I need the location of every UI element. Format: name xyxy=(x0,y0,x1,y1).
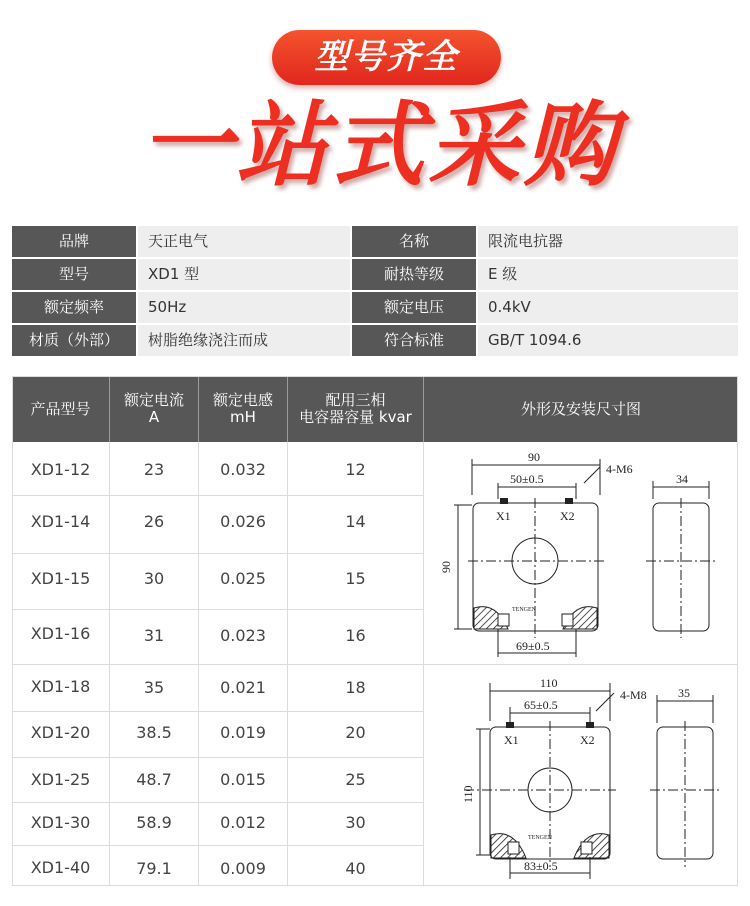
header-inductance xyxy=(199,376,287,442)
row-divider xyxy=(12,845,423,846)
logo-text: TENGEN xyxy=(512,607,536,613)
dim-depth: 34 xyxy=(676,472,688,486)
cell-model: XD1-16 xyxy=(30,624,91,643)
dim-width: 90 xyxy=(528,450,540,464)
dim-height: 110 xyxy=(461,785,475,803)
cell-inductance: 0.025 xyxy=(220,569,266,588)
terminal-label: X2 xyxy=(580,733,595,747)
cell-model: XD1-15 xyxy=(30,569,91,588)
cell-inductance: 0.021 xyxy=(220,678,266,697)
cell-capacity: 14 xyxy=(345,512,366,531)
spec-key: 符合标准 xyxy=(352,325,476,356)
spec-value: 天正电气 xyxy=(138,226,350,257)
dim-spacing: 50±0.5 xyxy=(510,472,544,486)
cell-capacity: 16 xyxy=(345,626,366,645)
cell-model: XD1-12 xyxy=(30,460,91,479)
header-capacitor xyxy=(288,376,423,442)
spec-value: 50Hz xyxy=(138,292,350,323)
header-current-label: 额定电流 xyxy=(123,391,184,409)
header-current-unit: A xyxy=(148,408,160,426)
cell-capacity: 25 xyxy=(345,770,366,789)
dim-holes: 4-M8 xyxy=(620,688,647,702)
cell-model: XD1-20 xyxy=(30,723,91,742)
cell-model: XD1-18 xyxy=(30,677,91,696)
cell-current: 79.1 xyxy=(136,859,172,878)
spec-key: 品牌 xyxy=(12,226,136,257)
header-drawing-label: 外形及安装尺寸图 xyxy=(520,399,641,418)
row-divider xyxy=(12,609,423,610)
terminal-label: X1 xyxy=(496,509,511,523)
model-table xyxy=(12,376,738,886)
headline: 一站式采购 xyxy=(139,92,620,199)
table-header xyxy=(12,376,738,442)
header-drawing xyxy=(424,376,738,442)
cell-capacity: 12 xyxy=(345,460,366,479)
cell-inductance: 0.023 xyxy=(220,626,266,645)
row-divider xyxy=(12,553,423,554)
spec-key: 名称 xyxy=(352,226,476,257)
dim-depth: 35 xyxy=(678,686,690,700)
header-badge xyxy=(272,30,501,85)
row-divider xyxy=(12,802,423,803)
header-capacitor-line1: 配用三相 xyxy=(325,391,386,409)
logo-text: TENGEN xyxy=(528,835,552,841)
cell-inductance: 0.032 xyxy=(220,460,266,479)
cell-model: XD1-30 xyxy=(30,813,91,832)
cell-current: 26 xyxy=(143,512,165,531)
cell-inductance: 0.009 xyxy=(220,859,266,878)
header-model-label: 产品型号 xyxy=(30,399,91,418)
spec-key: 耐热等级 xyxy=(352,259,476,290)
header-current xyxy=(110,376,198,442)
spec-value: XD1 型 xyxy=(138,259,350,290)
header-model xyxy=(12,376,109,442)
terminal-label: X2 xyxy=(560,509,575,523)
dimension-drawing-small xyxy=(424,443,738,664)
cell-model: XD1-40 xyxy=(30,858,91,877)
cell-inductance: 0.015 xyxy=(220,770,266,789)
row-divider xyxy=(12,495,423,496)
spec-value: 限流电抗器 xyxy=(478,226,738,257)
spec-value: 树脂绝缘浇注而成 xyxy=(138,325,350,356)
cell-capacity: 20 xyxy=(345,723,366,742)
header-inductance-label: 额定电感 xyxy=(212,391,273,409)
spec-row xyxy=(12,292,738,323)
cell-inductance: 0.026 xyxy=(220,512,266,531)
spec-key: 型号 xyxy=(12,259,136,290)
spec-value: E 级 xyxy=(478,259,738,290)
spec-row xyxy=(12,226,738,257)
spec-row xyxy=(12,325,738,356)
cell-current: 30 xyxy=(143,569,165,588)
header-badge-label: 型号齐全 xyxy=(314,37,459,77)
header-capacitor-line2: 电容器容量 kvar xyxy=(299,408,412,426)
spec-value: GB/T 1094.6 xyxy=(478,325,738,356)
cell-model: XD1-14 xyxy=(30,512,91,531)
dim-base: 83±0.5 xyxy=(524,859,558,873)
cell-capacity: 18 xyxy=(345,678,366,697)
cell-inductance: 0.012 xyxy=(220,813,266,832)
cell-model: XD1-25 xyxy=(30,770,91,789)
spec-row xyxy=(12,259,738,290)
dim-base: 69±0.5 xyxy=(516,639,550,653)
cell-capacity: 40 xyxy=(345,859,366,878)
cell-current: 38.5 xyxy=(136,723,172,742)
dim-height: 90 xyxy=(439,561,453,573)
row-divider xyxy=(12,757,423,758)
spec-value: 0.4kV xyxy=(478,292,738,323)
cell-inductance: 0.019 xyxy=(220,723,266,742)
dim-spacing: 65±0.5 xyxy=(524,698,558,712)
terminal-label: X1 xyxy=(504,733,519,747)
cell-current: 31 xyxy=(143,626,165,645)
spec-key: 额定频率 xyxy=(12,292,136,323)
cell-capacity: 15 xyxy=(345,569,366,588)
cell-current: 23 xyxy=(143,460,165,479)
cell-current: 58.9 xyxy=(136,813,172,832)
dim-holes: 4-M6 xyxy=(606,462,633,476)
dimension-drawing-large xyxy=(424,665,738,885)
spec-key: 额定电压 xyxy=(352,292,476,323)
row-divider xyxy=(12,711,423,712)
cell-current: 48.7 xyxy=(136,770,172,789)
dim-width: 110 xyxy=(540,676,558,690)
spec-key: 材质（外部） xyxy=(12,325,136,356)
cell-current: 35 xyxy=(143,678,165,697)
cell-capacity: 30 xyxy=(345,813,366,832)
header-inductance-unit: mH xyxy=(230,408,256,426)
